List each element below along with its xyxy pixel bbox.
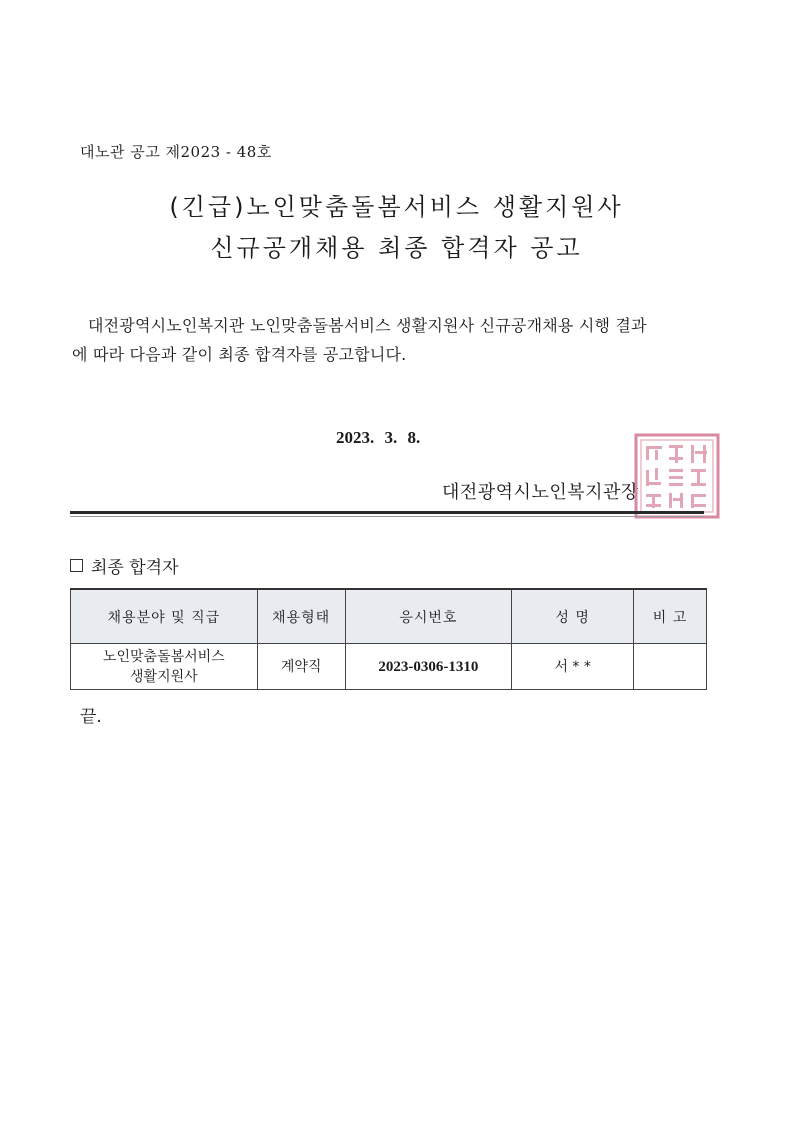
header-name: 성 명 <box>512 589 634 644</box>
cell-field <box>71 644 258 690</box>
table-header-row <box>71 589 707 644</box>
header-exam-no: 응시번호 <box>345 589 512 644</box>
page-title-line1: (긴급)노인맞춤돌봄서비스 생활지원사 <box>169 193 624 221</box>
result-table <box>70 588 707 690</box>
cell-name: 서 * * <box>512 644 634 690</box>
header-note: 비 고 <box>634 589 707 644</box>
section-title: 최종 합격자 <box>91 558 179 578</box>
cell-field-line2: 생활지원사 <box>130 668 198 685</box>
page-title-line2: 신규공개채용 최종 합격자 공고 <box>210 234 583 262</box>
divider-line <box>70 511 704 514</box>
divider-line-thin <box>70 516 704 517</box>
cell-note <box>634 644 707 690</box>
square-bullet-icon <box>70 559 83 572</box>
official-seal-icon <box>633 432 721 520</box>
notice-date: 2023. 3. 8. <box>336 428 421 447</box>
body-text-line2: 에 따라 다음과 같이 최종 합격자를 공고합니다. <box>72 345 407 364</box>
notice-number: 대노관 공고 제2023 - 48호 <box>80 143 272 161</box>
table-row <box>71 644 707 690</box>
cell-exam-no: 2023-0306-1310 <box>345 644 512 690</box>
cell-type: 계약직 <box>257 644 345 690</box>
section-heading <box>70 553 179 578</box>
body-text-line1: 대전광역시노인복지관 노인맞춤돌봄서비스 생활지원사 신규공개채용 시행 결과 <box>88 316 647 335</box>
end-mark: 끝. <box>80 707 102 727</box>
cell-field-line1: 노인맞춤돌봄서비스 <box>102 648 225 665</box>
header-type: 채용형태 <box>257 589 345 644</box>
header-field: 채용분야 및 직급 <box>71 589 258 644</box>
signer-name: 대전광역시노인복지관장 <box>442 482 639 503</box>
